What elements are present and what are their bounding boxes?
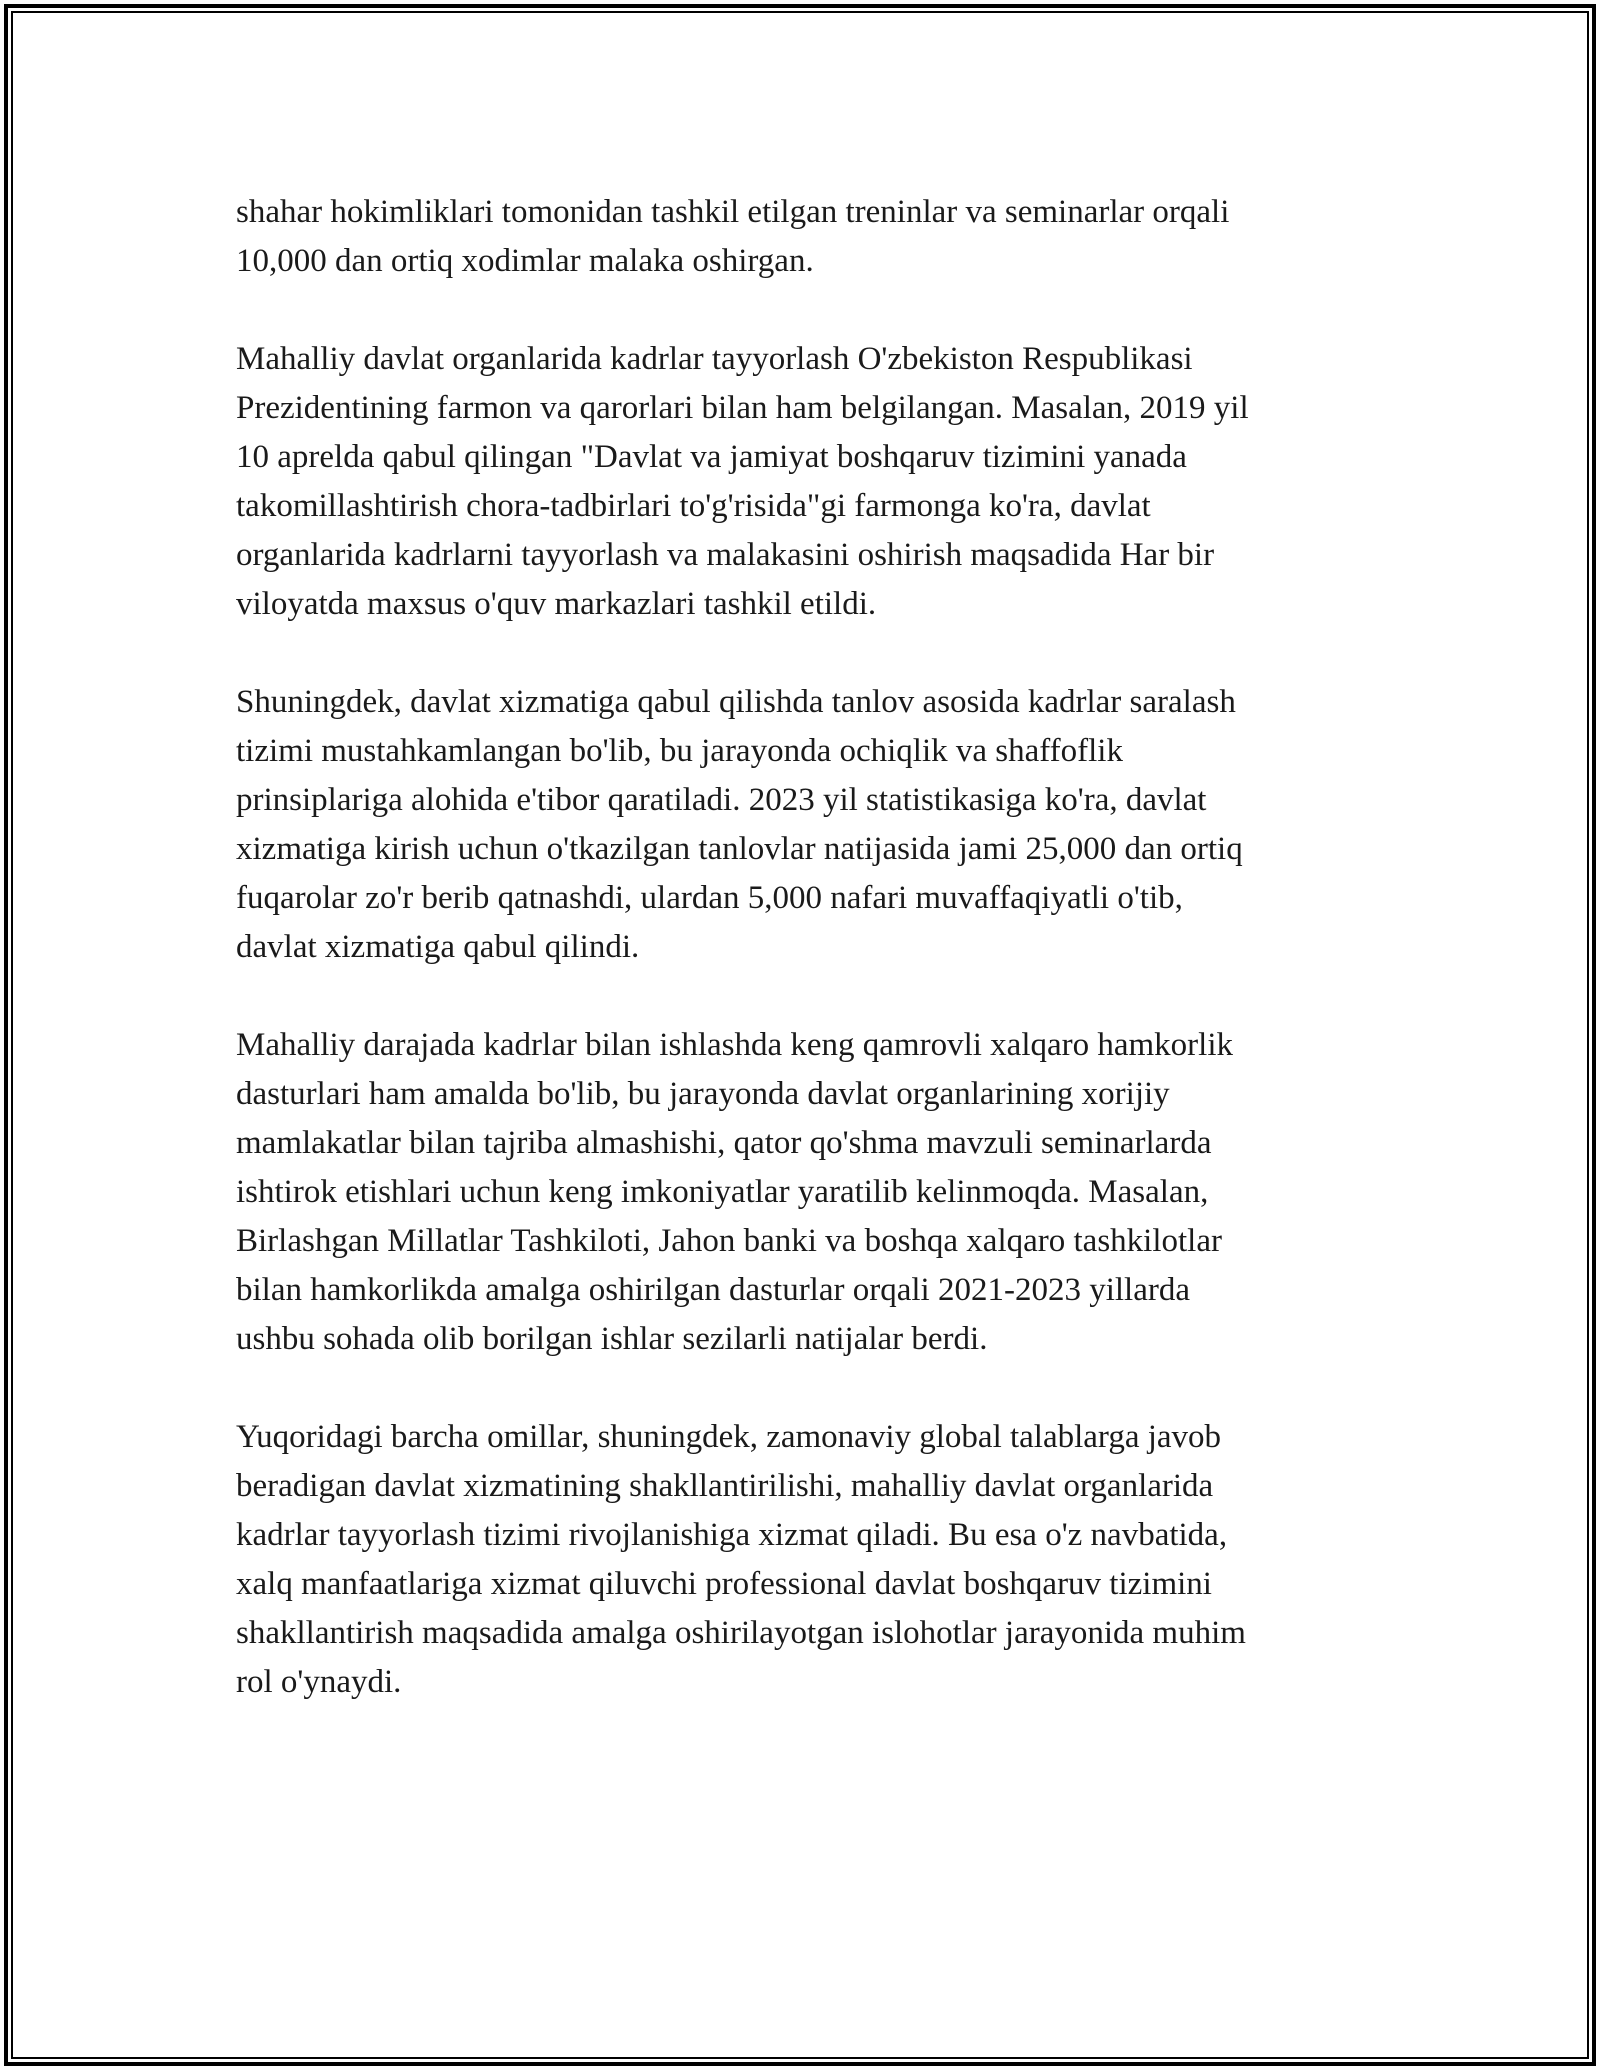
paragraph-3: Shuningdek, davlat xizmatiga qabul qilishda tanlov asosida kadrlar saralash tizimi mustahkamlangan bo'lib, bu jarayonda ochiqlik va shaffoflik prinsiplariga alohida e'tibor qaratiladi. 2023 yil statistikasiga ko'ra, davlat xizmatiga kirish uchun o'tkazilgan tanlovlar natijasida jami 25,000 dan ortiq fuqarolar zo'r berib qatnashdi, ulardan 5,000 nafari muvaffaqiyatli o'tib, davlat xizmatiga qabul qilindi. [236, 684, 1243, 965]
paragraph-1: shahar hokimliklari tomonidan tashkil etilgan treninlar va seminarlar orqali 10,000 dan ortiq xodimlar malaka oshirgan. [236, 194, 1230, 279]
paragraph-2: Mahalliy davlat organlarida kadrlar tayyorlash O'zbekiston Respublikasi Prezidentining farmon va qarorlari bilan ham belgilangan. Masalan, 2019 yil 10 aprelda qabul qilingan "Davlat va jamiyat boshqaruv tizimini yanada takomillashtirish chora-tadbirlari to'g'risida"gi farmonga ko'ra, davlat organlarida kadrlarni tayyorlash va malakasini oshirish maqsadida Har bir viloyatda maxsus o'quv markazlari tashkil etildi. [236, 341, 1249, 622]
document-body [236, 188, 1376, 1756]
paragraph-4: Mahalliy darajada kadrlar bilan ishlashda keng qamrovli xalqaro hamkorlik dasturlari ham amalda bo'lib, bu jarayonda davlat organlarining xorijiy mamlakatlar bilan tajriba almashishi, qator qo'shma mavzuli seminarlarda ishtirok etishlari uchun keng imkoniyatlar yaratilib kelinmoqda. Masalan, Birlashgan Millatlar Tashkiloti, Jahon banki va boshqa xalqaro tashkilotlar bilan hamkorlikda amalga oshirilgan dasturlar orqali 2021-2023 yillarda ushbu sohada olib borilgan ishlar sezilarli natijalar berdi. [236, 1027, 1234, 1357]
paragraph-5: Yuqoridagi barcha omillar, shuningdek, zamonaviy global talablarga javob beradigan davlat xizmatining shakllantirilishi, mahalliy davlat organlarida kadrlar tayyorlash tizimi rivojlanishiga xizmat qiladi. Bu esa o'z navbatida, xalq manfaatlariga xizmat qiluvchi professional davlat boshqaruv tizimini shakllantirish maqsadida amalga oshirilayotgan islohotlar jarayonida muhim rol o'ynaydi. [236, 1419, 1246, 1700]
